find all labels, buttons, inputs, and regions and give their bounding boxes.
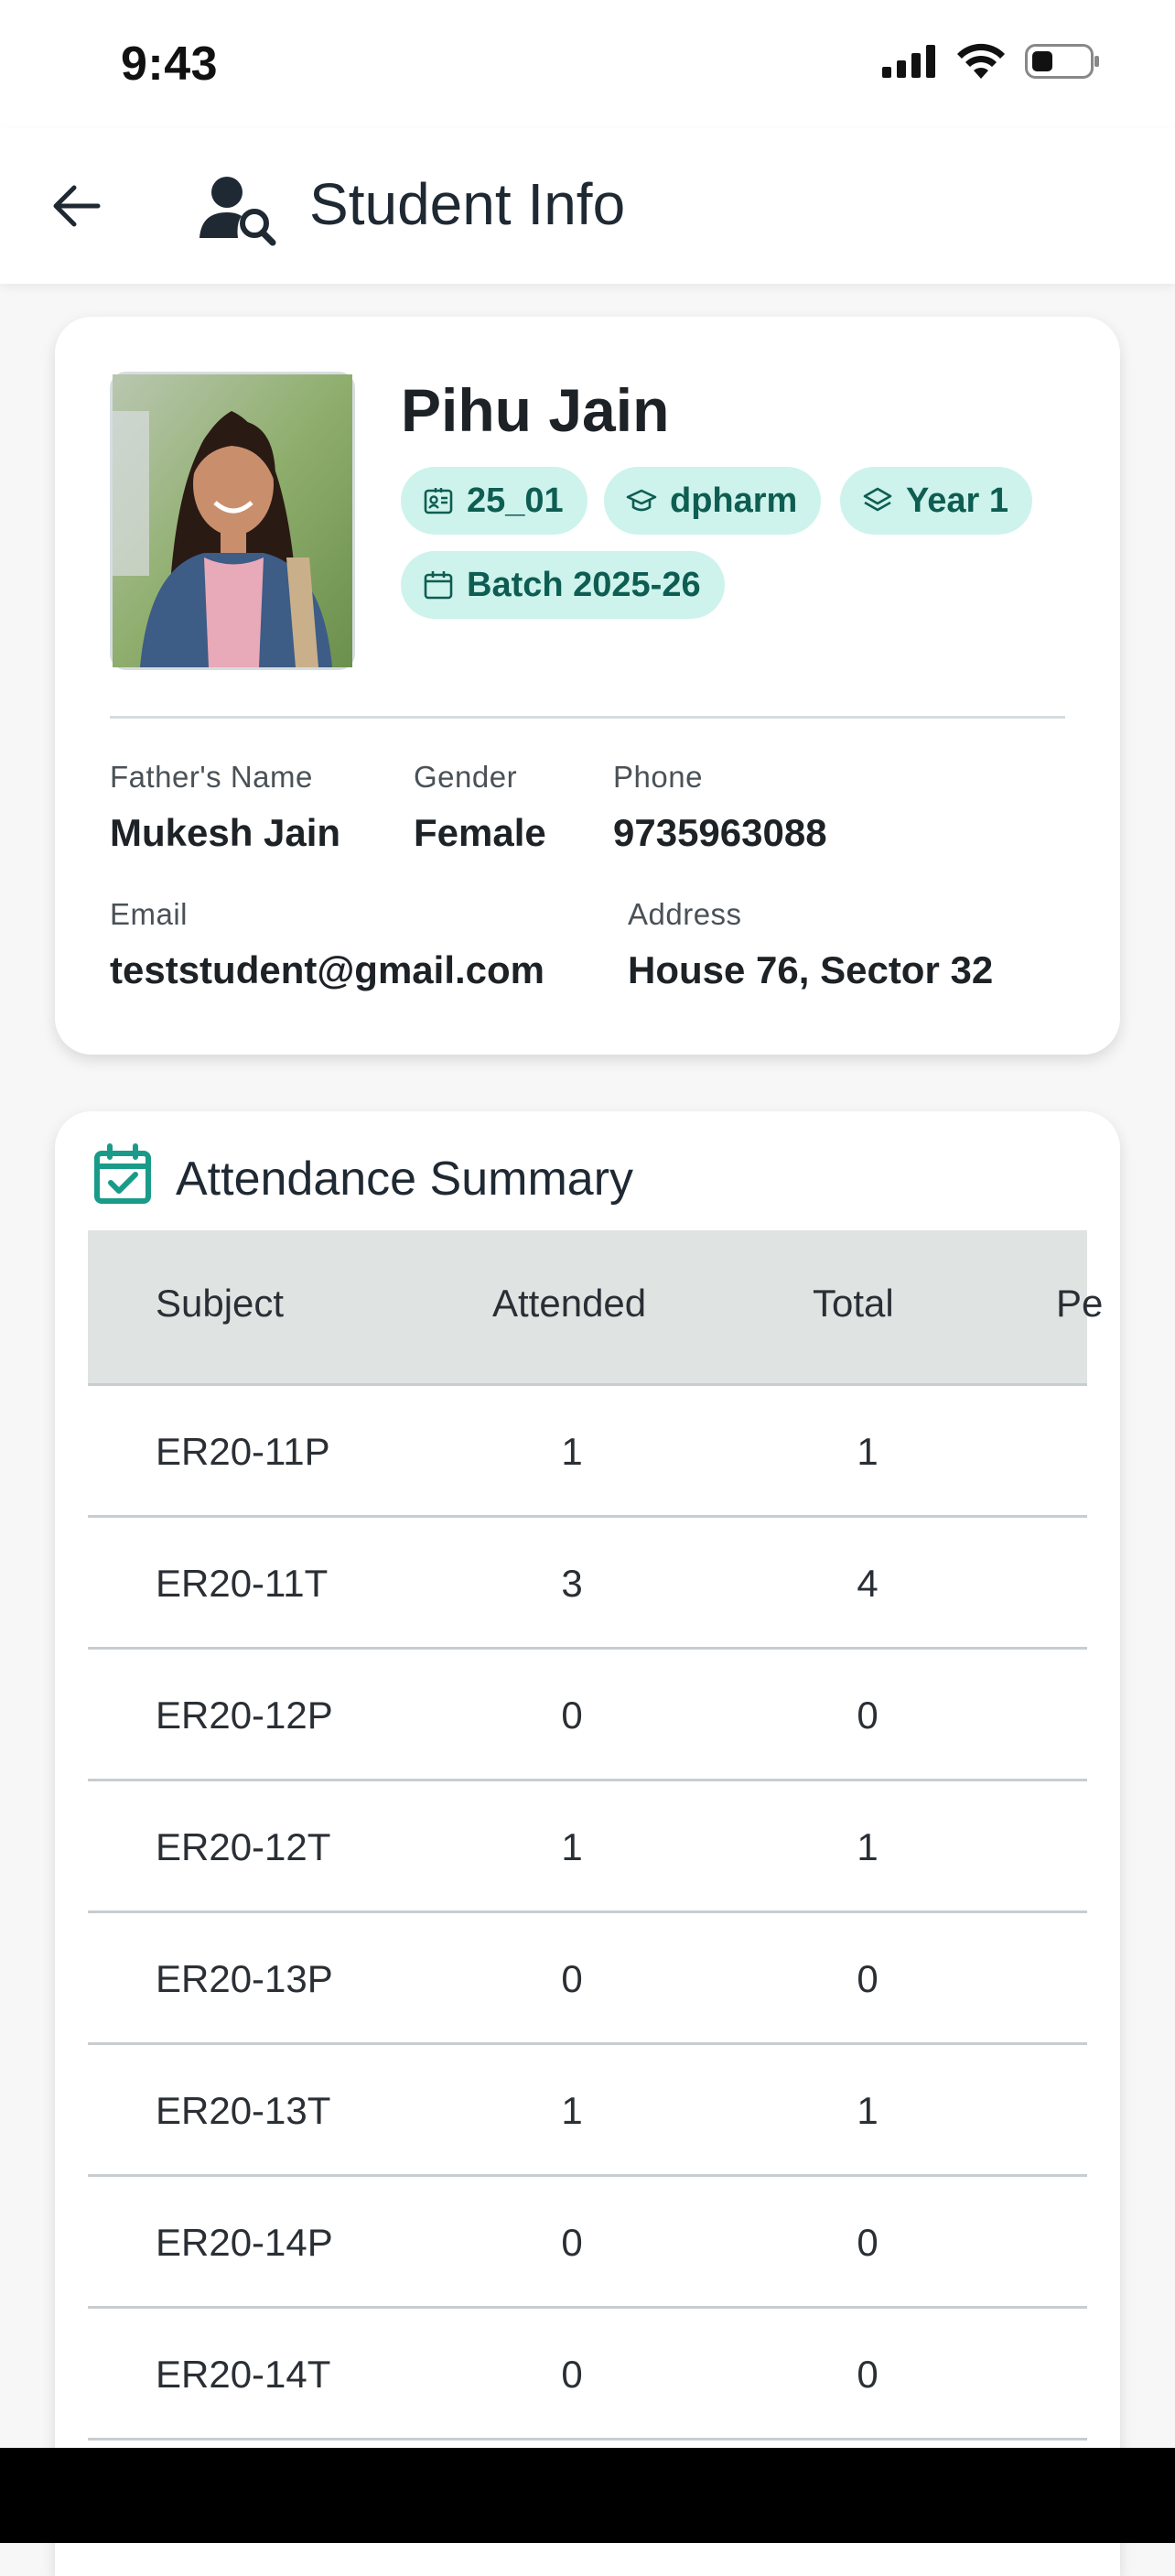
- status-icons: [882, 44, 1100, 79]
- cell-attended: 0: [561, 1957, 583, 2000]
- column-total: Total: [813, 1282, 894, 1325]
- cell-total: 0: [857, 1694, 879, 1737]
- calendar-icon: [423, 569, 454, 601]
- cell-subject: ER20-11P: [156, 1430, 330, 1473]
- cell-subject: ER20-13T: [156, 2089, 331, 2132]
- cell-attended: 1: [561, 1825, 583, 1868]
- email-label: Email: [110, 897, 189, 931]
- address-value: House 76, Sector 32: [628, 948, 994, 991]
- signal-icon: [882, 45, 937, 78]
- cell-attended: 1: [561, 1430, 583, 1473]
- father-name-value: Mukesh Jain: [110, 811, 341, 854]
- cell-subject: ER20-12P: [156, 1694, 333, 1737]
- roll-chip-label: 25_01: [467, 481, 564, 520]
- cell-total: 1: [857, 2089, 879, 2132]
- table-row[interactable]: [88, 1781, 1087, 1913]
- layers-icon: [862, 485, 893, 516]
- page-title: Student Info: [309, 171, 626, 237]
- father-name-label: Father's Name: [110, 760, 313, 794]
- user-search-icon: [199, 172, 276, 245]
- back-button[interactable]: [46, 176, 106, 236]
- table-row[interactable]: [88, 1518, 1087, 1650]
- cell-subject: ER20-12T: [156, 1825, 331, 1868]
- gender-value: Female: [414, 811, 546, 854]
- column-subject: Subject: [156, 1282, 285, 1325]
- year-chip-label: Year 1: [906, 481, 1008, 520]
- system-nav-bar: [0, 2448, 1175, 2543]
- attendance-card: [55, 1111, 1120, 2576]
- phone-value: 9735963088: [613, 811, 827, 854]
- roll-chip: [401, 467, 588, 535]
- table-row[interactable]: [88, 1650, 1087, 1781]
- cell-total: 4: [857, 1562, 879, 1605]
- cell-attended: 0: [561, 1694, 583, 1737]
- attendance-table[interactable]: [88, 1230, 1104, 2576]
- course-chip: [604, 467, 821, 535]
- cell-attended: 3: [561, 1562, 583, 1605]
- arrow-left-icon: [50, 183, 102, 229]
- id-card-icon: [423, 485, 454, 516]
- student-photo: [110, 372, 355, 670]
- cell-subject: ER20-14T: [156, 2353, 331, 2396]
- table-row[interactable]: [88, 1913, 1087, 2045]
- table-row[interactable]: [88, 2045, 1087, 2177]
- cell-subject: ER20-14P: [156, 2221, 333, 2264]
- calendar-check-icon: [93, 1144, 152, 1205]
- year-chip: [840, 467, 1032, 535]
- cell-total: 1: [857, 1430, 879, 1473]
- table-header: [88, 1230, 1104, 1386]
- table-row[interactable]: [88, 2177, 1087, 2309]
- cell-attended: 0: [561, 2221, 583, 2264]
- email-value: teststudent@gmail.com: [110, 948, 545, 991]
- student-name: Pihu Jain: [401, 376, 670, 444]
- profile-divider: [110, 716, 1065, 719]
- batch-chip-label: Batch 2025-26: [467, 565, 701, 604]
- cell-total: 0: [857, 1957, 879, 2000]
- cell-attended: 0: [561, 2353, 583, 2396]
- address-label: Address: [628, 897, 742, 931]
- table-row[interactable]: [88, 1386, 1087, 1518]
- battery-icon: [1025, 44, 1100, 79]
- column-percent: Pe: [1056, 1282, 1104, 1325]
- cell-attended: 1: [561, 2089, 583, 2132]
- cell-total: 1: [857, 1825, 879, 1868]
- gender-label: Gender: [414, 760, 518, 794]
- course-chip-label: dpharm: [670, 481, 798, 520]
- column-attended: Attended: [492, 1282, 647, 1325]
- phone-label: Phone: [613, 760, 703, 794]
- cell-subject: ER20-13P: [156, 1957, 333, 2000]
- cell-total: 0: [857, 2353, 879, 2396]
- status-time: 9:43: [121, 38, 219, 91]
- batch-chip: [401, 551, 725, 619]
- cell-total: 0: [857, 2221, 879, 2264]
- profile-card: [55, 317, 1120, 1055]
- table-row[interactable]: [88, 2309, 1087, 2441]
- wifi-icon: [957, 44, 1005, 79]
- status-bar: [0, 0, 1175, 128]
- graduation-cap-icon: [626, 485, 657, 516]
- app-bar: [0, 128, 1175, 284]
- cell-subject: ER20-11T: [156, 1562, 329, 1605]
- attendance-title: Attendance Summary: [176, 1153, 634, 1206]
